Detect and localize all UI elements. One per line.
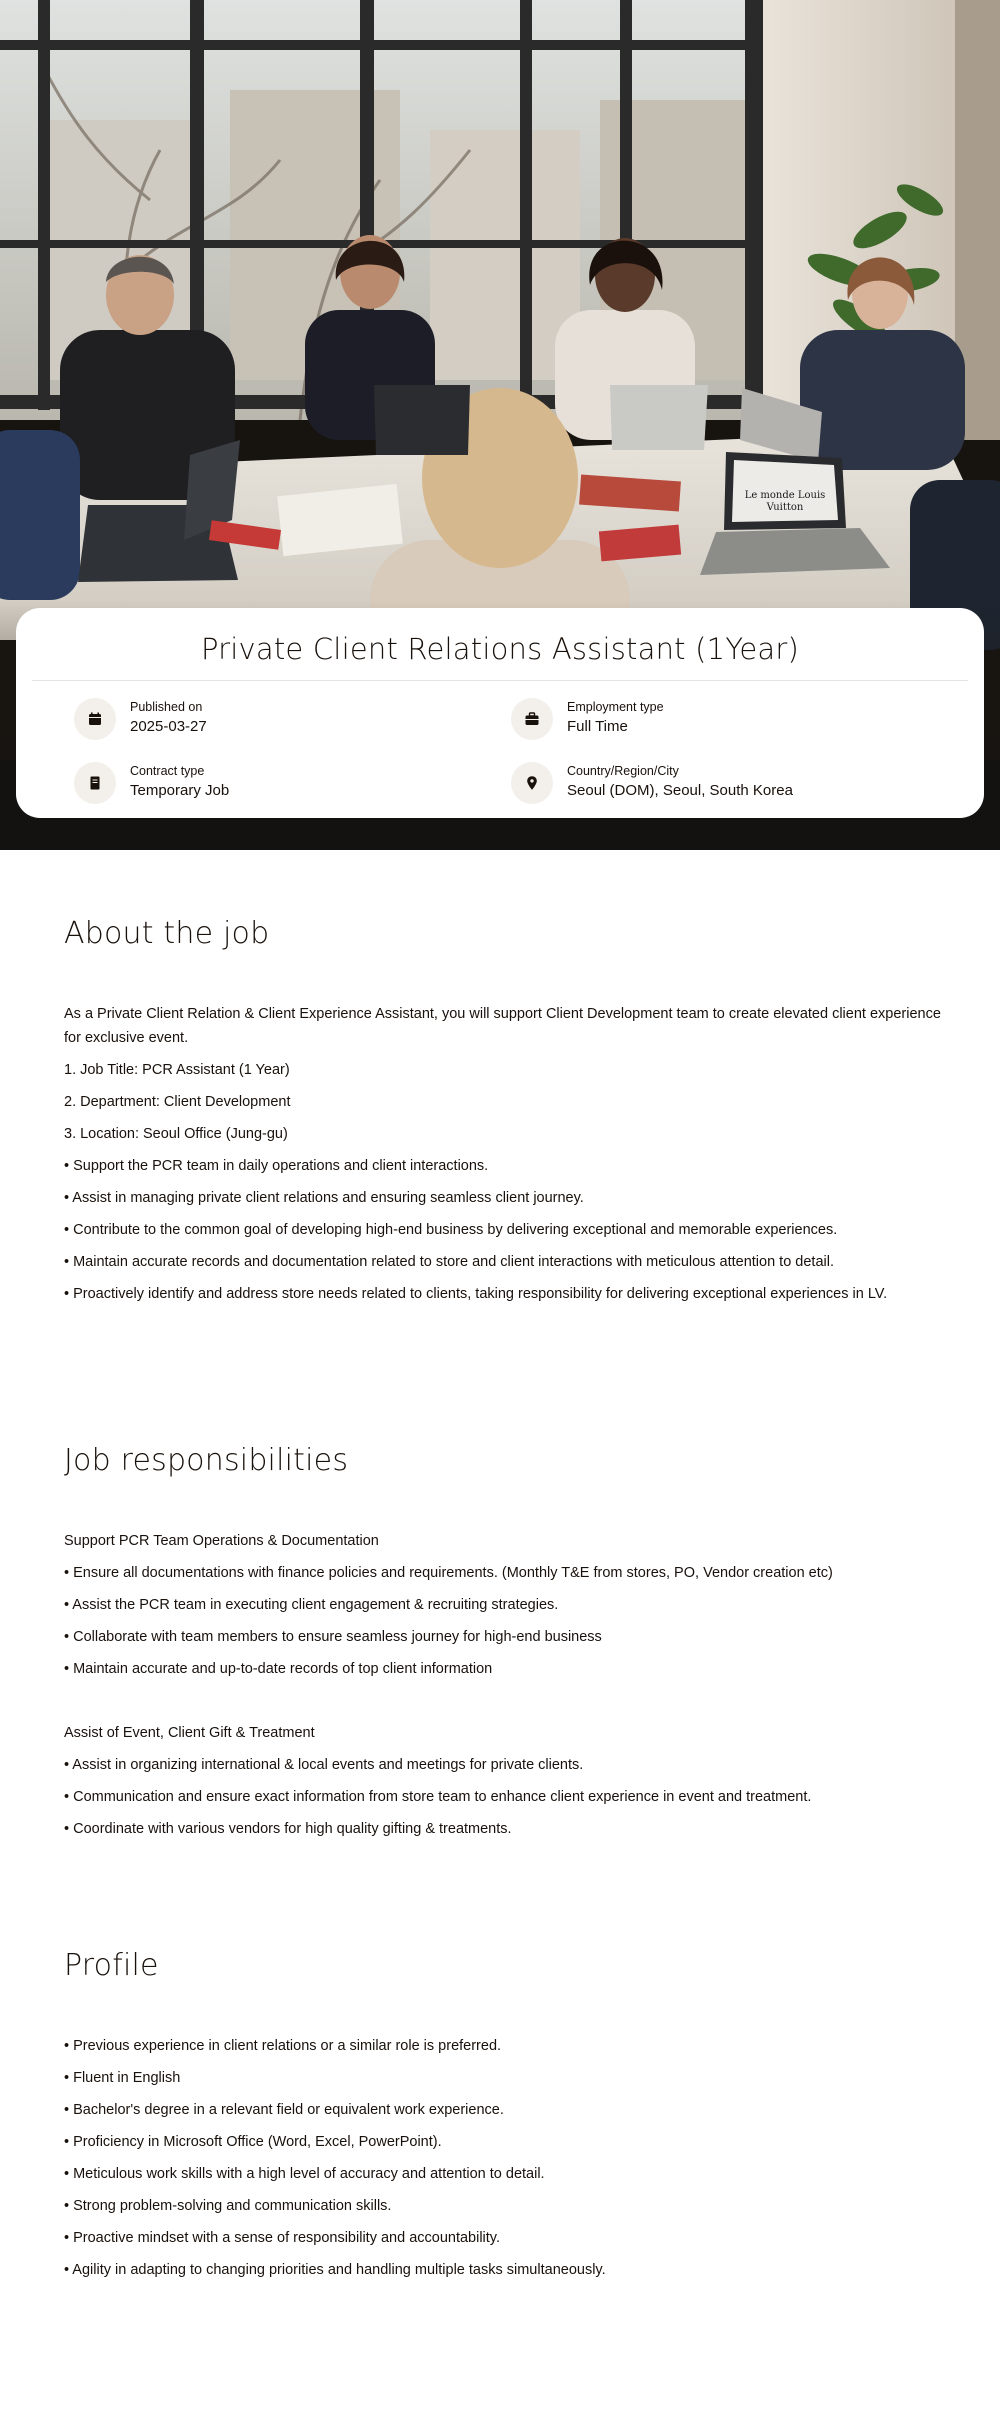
meta-value: Seoul (DOM), Seoul, South Korea bbox=[567, 782, 793, 799]
responsibility-line: • Communication and ensure exact information from store team to enhance client experience in event and treatment. bbox=[64, 1789, 812, 1805]
meta-employment-type bbox=[511, 698, 931, 740]
meta-label: Country/Region/City bbox=[567, 764, 679, 778]
meta-published-on bbox=[74, 698, 494, 740]
profile-line: • Proficiency in Microsoft Office (Word, Excel, PowerPoint). bbox=[64, 2134, 442, 2150]
responsibilities-body bbox=[64, 1529, 944, 1849]
briefcase-icon bbox=[511, 698, 553, 740]
document-icon bbox=[74, 762, 116, 804]
meta-contract-type bbox=[74, 762, 494, 804]
about-line: • Contribute to the common goal of developing high-end business by delivering exceptional and memorable experiences. bbox=[64, 1222, 838, 1238]
responsibility-line: • Ensure all documentations with finance policies and requirements. (Monthly T&E from stores, PO, Vendor creation etc) bbox=[64, 1565, 833, 1581]
location-pin-icon bbox=[511, 762, 553, 804]
laptop-screen-caption-2: Vuitton bbox=[766, 502, 804, 513]
meta-value: Temporary Job bbox=[130, 782, 230, 799]
profile-heading: Profile bbox=[64, 1948, 159, 1983]
laptop-screen-caption-1: Le monde Louis bbox=[744, 490, 826, 501]
responsibility-line: • Assist in organizing international & local events and meetings for private clients. bbox=[64, 1757, 584, 1773]
responsibilities-section bbox=[64, 1443, 944, 1837]
responsibility-line: • Coordinate with various vendors for high quality gifting & treatments. bbox=[64, 1821, 512, 1837]
profile-line: • Bachelor's degree in a relevant field or equivalent work experience. bbox=[64, 2102, 504, 2118]
profile-line: • Fluent in English bbox=[64, 2070, 181, 2086]
profile-body bbox=[64, 2034, 944, 2290]
about-line: As a Private Client Relation & Client Experience Assistant, you will support Client Development team to create elevated client experience for exclusive event. bbox=[64, 1006, 941, 1046]
meta-value: Full Time bbox=[567, 718, 628, 735]
meta-value: 2025-03-27 bbox=[130, 718, 207, 735]
about-heading: About the job bbox=[64, 916, 270, 951]
meta-label: Employment type bbox=[567, 700, 664, 714]
responsibilities-heading: Job responsibilities bbox=[64, 1443, 349, 1478]
profile-line: • Strong problem-solving and communication skills. bbox=[64, 2198, 392, 2214]
meta-label: Contract type bbox=[130, 764, 205, 778]
profile-line: • Agility in adapting to changing priorities and handling multiple tasks simultaneously. bbox=[64, 2262, 606, 2278]
about-line: • Maintain accurate records and documentation related to store and client interactions with meticulous attention to detail. bbox=[64, 1254, 834, 1270]
meta-location bbox=[511, 762, 931, 804]
responsibility-line: • Maintain accurate and up-to-date records of top client information bbox=[64, 1661, 493, 1677]
about-line: 1. Job Title: PCR Assistant (1 Year) bbox=[64, 1062, 290, 1078]
calendar-icon bbox=[74, 698, 116, 740]
about-line: • Assist in managing private client relations and ensuring seamless client journey. bbox=[64, 1190, 584, 1206]
profile-line: • Proactive mindset with a sense of responsibility and accountability. bbox=[64, 2230, 500, 2246]
profile-line: • Meticulous work skills with a high level of accuracy and attention to detail. bbox=[64, 2166, 545, 2182]
about-line: 3. Location: Seoul Office (Jung-gu) bbox=[64, 1126, 288, 1142]
responsibility-line: • Assist the PCR team in executing client engagement & recruiting strategies. bbox=[64, 1597, 559, 1613]
about-line: • Support the PCR team in daily operations and client interactions. bbox=[64, 1158, 489, 1174]
profile-line: • Previous experience in client relations or a similar role is preferred. bbox=[64, 2038, 502, 2054]
card-divider bbox=[32, 680, 968, 681]
group-spacer bbox=[64, 1689, 944, 1721]
job-header-card bbox=[16, 608, 984, 818]
job-title: Private Client Relations Assistant (1Year) bbox=[200, 632, 800, 666]
about-body bbox=[64, 1002, 944, 1314]
responsibility-line: • Collaborate with team members to ensure seamless journey for high-end business bbox=[64, 1629, 602, 1645]
about-line: • Proactively identify and address store needs related to clients, taking responsibility for delivering exceptional experiences in LV. bbox=[64, 1286, 888, 1302]
responsibility-group-title: Assist of Event, Client Gift & Treatment bbox=[64, 1725, 315, 1741]
responsibility-group-title: Support PCR Team Operations & Documentation bbox=[64, 1533, 379, 1549]
about-section bbox=[64, 916, 944, 1302]
profile-section bbox=[64, 1948, 944, 2278]
meta-label: Published on bbox=[130, 700, 203, 714]
about-line: 2. Department: Client Development bbox=[64, 1094, 291, 1110]
